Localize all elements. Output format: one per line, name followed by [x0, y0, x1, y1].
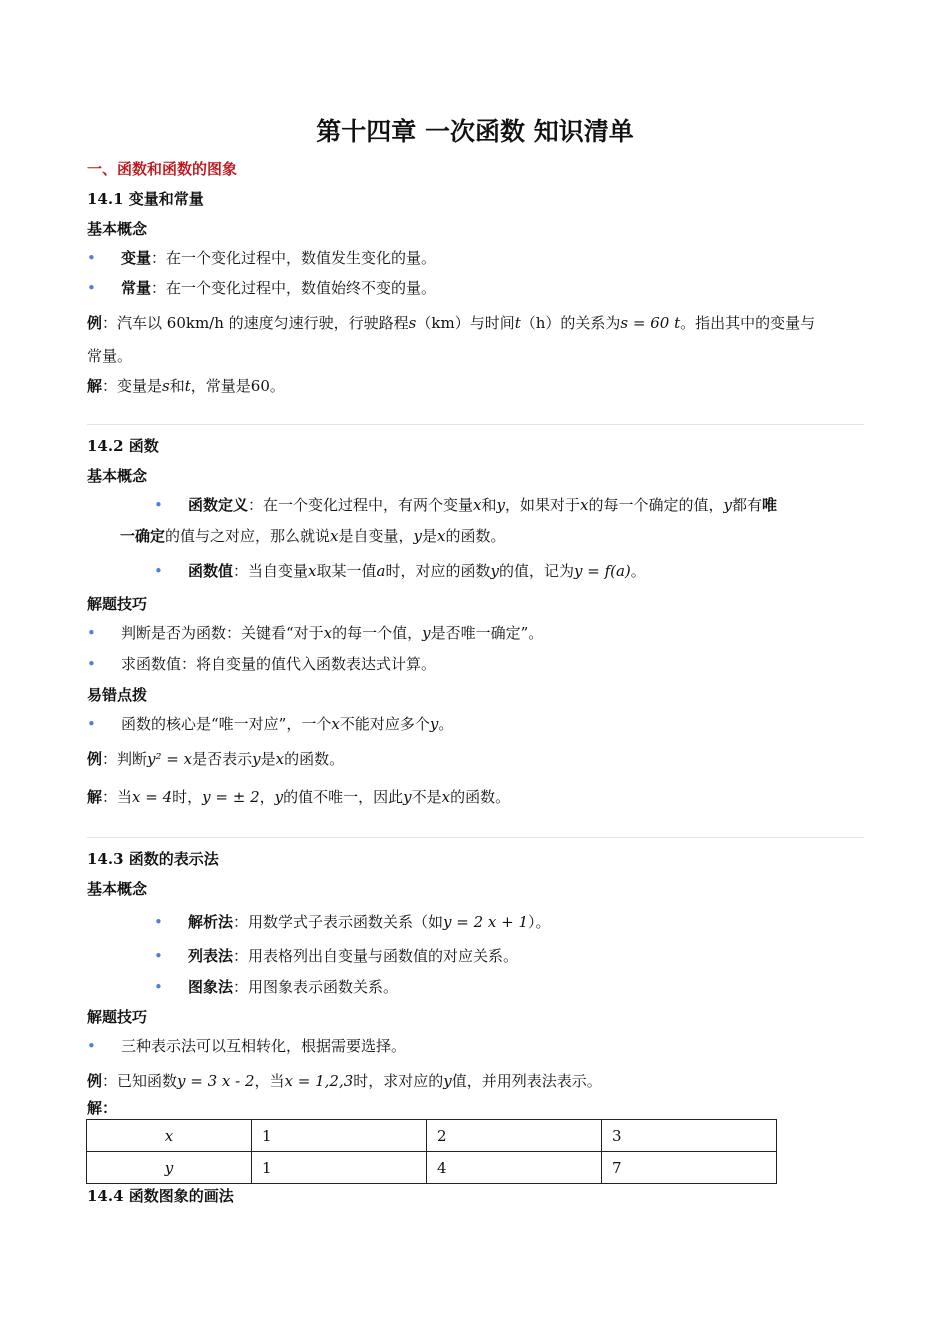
text: （km）与时间: [416, 314, 515, 332]
math: a: [376, 562, 386, 580]
text: ：判断: [102, 750, 148, 768]
solution-label: 解: [87, 1099, 103, 1117]
bullet-icon: •: [154, 562, 163, 580]
term: 列表法: [188, 947, 234, 965]
table-header-cell: y: [87, 1152, 252, 1184]
divider: [87, 424, 864, 425]
term: 变量: [121, 249, 152, 267]
text: ：已知函数: [102, 1072, 178, 1090]
math: t: [184, 377, 191, 395]
text: ，: [259, 788, 275, 806]
bullet-icon: •: [87, 1037, 96, 1055]
solution-paragraph: [87, 376, 285, 396]
math: x: [437, 527, 446, 545]
list-item: [87, 714, 453, 734]
text: ：用图象表示函数关系。: [233, 978, 399, 996]
example-continuation: 常量。: [87, 347, 133, 365]
text: 值，并用列表法表示。: [451, 1072, 602, 1090]
tips-label: 解题技巧: [87, 1008, 148, 1026]
list-item: [87, 1036, 406, 1056]
math: x: [308, 562, 317, 580]
text: 的值，记为: [498, 562, 574, 580]
text: 是: [260, 750, 276, 768]
subsection-heading-14-2: 14.2 函数: [87, 437, 159, 455]
text: ，常量是: [190, 377, 251, 395]
math-formula: y = 3 x - 2: [177, 1072, 255, 1090]
bullet-icon: •: [154, 496, 163, 514]
text: 和: [481, 496, 497, 514]
text: ：变量是: [102, 377, 163, 395]
emphasis: 一确定: [120, 527, 166, 545]
text: 时，求对应的: [353, 1072, 444, 1090]
term: 函数值: [188, 562, 234, 580]
text: 判断是否为函数：关键看“对于: [121, 624, 324, 642]
solution-paragraph: [87, 787, 510, 807]
divider: [87, 837, 864, 838]
text: 。: [269, 377, 285, 395]
tips-label: 解题技巧: [87, 595, 148, 613]
text: 。: [438, 715, 454, 733]
table-cell: 2: [427, 1120, 602, 1152]
list-item: [154, 561, 646, 581]
text: ：用表格列出自变量与函数值的对应关系。: [233, 947, 519, 965]
math: x = 1,2,3: [284, 1072, 354, 1090]
table-row: [87, 1120, 777, 1152]
term: 解析法: [188, 913, 234, 931]
bullet-icon: •: [87, 624, 96, 642]
text: 时，: [172, 788, 203, 806]
definition-text: ：在一个变化过程中，数值发生变化的量。: [151, 249, 437, 267]
text: ：在一个变化过程中，有两个变量: [248, 496, 474, 514]
text: 是否表示: [192, 750, 253, 768]
emphasis: 唯: [762, 496, 778, 514]
math: x: [441, 788, 451, 806]
bullet-icon: •: [87, 655, 96, 673]
text: 求函数值：将自变量的值代入函数表达式计算。: [121, 655, 437, 673]
value-table: [86, 1119, 777, 1184]
text: ：汽车以 60km/h 的速度匀速行驶，行驶路程: [102, 314, 409, 332]
table-header-cell: x: [87, 1120, 252, 1152]
example-paragraph: [87, 313, 815, 333]
table-cell: 1: [252, 1120, 427, 1152]
math: y: [403, 788, 412, 806]
list-item: [87, 248, 436, 268]
text: 是自变量，: [338, 527, 414, 545]
math-formula: y² = x: [147, 750, 193, 768]
list-item: [154, 912, 551, 932]
text: 都有: [731, 496, 762, 514]
list-item-continuation: [120, 526, 506, 546]
list-item: [154, 946, 518, 966]
table-row: [87, 1152, 777, 1184]
math: x: [580, 496, 589, 514]
text: ：用数学式子表示函数关系（如: [233, 913, 444, 931]
table-cell: 4: [427, 1152, 602, 1184]
list-item: [87, 278, 436, 298]
definition-text: ：在一个变化过程中，数值始终不变的量。: [151, 279, 437, 297]
text: ：当自变量: [233, 562, 309, 580]
math: y: [413, 527, 422, 545]
text: ，当: [254, 1072, 285, 1090]
text: 不是: [411, 788, 442, 806]
concept-label: 基本概念: [87, 467, 148, 485]
section-heading-1: 一、函数和函数的图象: [87, 160, 238, 178]
math: y: [274, 788, 284, 806]
list-item: [154, 977, 398, 997]
text: ：: [102, 1099, 118, 1117]
text: ，如果对于: [505, 496, 581, 514]
text: （h）的关系为: [520, 314, 621, 332]
text: 的函数。: [450, 788, 511, 806]
list-item: [154, 495, 777, 515]
bullet-icon: •: [154, 913, 163, 931]
math: y = ± 2: [202, 788, 260, 806]
text: 的函数。: [445, 527, 506, 545]
math: x: [473, 496, 482, 514]
text: 。指出其中的变量与: [680, 314, 816, 332]
term: 图象法: [188, 978, 234, 996]
math: x: [275, 750, 285, 768]
concept-label: 基本概念: [87, 220, 148, 238]
concept-label: 基本概念: [87, 880, 148, 898]
example-paragraph: [87, 1071, 602, 1091]
term: 常量: [121, 279, 152, 297]
bullet-icon: •: [154, 947, 163, 965]
text: 函数的核心是“唯一对应”，一个: [121, 715, 332, 733]
math: y: [496, 496, 505, 514]
solution-label: 解: [87, 788, 103, 806]
example-paragraph: [87, 749, 344, 769]
term: 函数定义: [188, 496, 249, 514]
bullet-icon: •: [87, 279, 96, 297]
subsection-heading-14-4: 14.4 函数图象的画法: [87, 1187, 234, 1205]
math: x = 4: [132, 788, 173, 806]
solution-label-line: [87, 1098, 117, 1118]
math: x: [331, 715, 340, 733]
text: 的值不唯一，因此: [283, 788, 404, 806]
text: ）。: [528, 913, 551, 931]
math: x: [323, 624, 333, 642]
bullet-icon: •: [87, 715, 96, 733]
text: 。: [630, 562, 646, 580]
bullet-icon: •: [87, 249, 96, 267]
text: 和: [169, 377, 185, 395]
math: y: [429, 715, 439, 733]
text: 是否唯一确定”。: [430, 624, 544, 642]
math: y: [723, 496, 732, 514]
example-label: 例: [87, 314, 103, 332]
pitfall-label: 易错点拨: [87, 686, 148, 704]
text: 不能对应多个: [339, 715, 430, 733]
table-cell: 3: [602, 1120, 777, 1152]
text: 的每一个确定的值，: [588, 496, 724, 514]
text: 取某一值: [316, 562, 377, 580]
table-cell: 7: [602, 1152, 777, 1184]
text: 的值与之对应，那么就说: [165, 527, 331, 545]
example-label: 例: [87, 750, 103, 768]
example-label: 例: [87, 1072, 103, 1090]
subsection-heading-14-1: 14.1 变量和常量: [87, 190, 204, 208]
math: s: [162, 377, 170, 395]
list-item: [87, 623, 543, 643]
math: t: [514, 314, 521, 332]
bullet-icon: •: [154, 978, 163, 996]
text: ：当: [102, 788, 133, 806]
text: 的每一个值，: [332, 624, 423, 642]
text: 三种表示法可以互相转化，根据需要选择。: [121, 1037, 407, 1055]
subsection-heading-14-3: 14.3 函数的表示法: [87, 850, 219, 868]
math-formula: s = 60 t: [620, 314, 681, 332]
math: y: [443, 1072, 452, 1090]
list-item: [87, 654, 436, 674]
text: 时，对应的函数: [385, 562, 491, 580]
math: 60: [250, 377, 270, 395]
math: y: [252, 750, 261, 768]
math: y: [422, 624, 431, 642]
solution-label: 解: [87, 377, 103, 395]
math: y: [490, 562, 499, 580]
document-title: 第十四章 一次函数 知识清单: [316, 117, 634, 146]
math: x: [330, 527, 339, 545]
math: s: [408, 314, 417, 332]
table-cell: 1: [252, 1152, 427, 1184]
math-formula: y = 2 x + 1: [443, 913, 529, 931]
math-formula: y = f(a): [573, 562, 631, 580]
text: 的函数。: [284, 750, 345, 768]
text: 是: [422, 527, 438, 545]
